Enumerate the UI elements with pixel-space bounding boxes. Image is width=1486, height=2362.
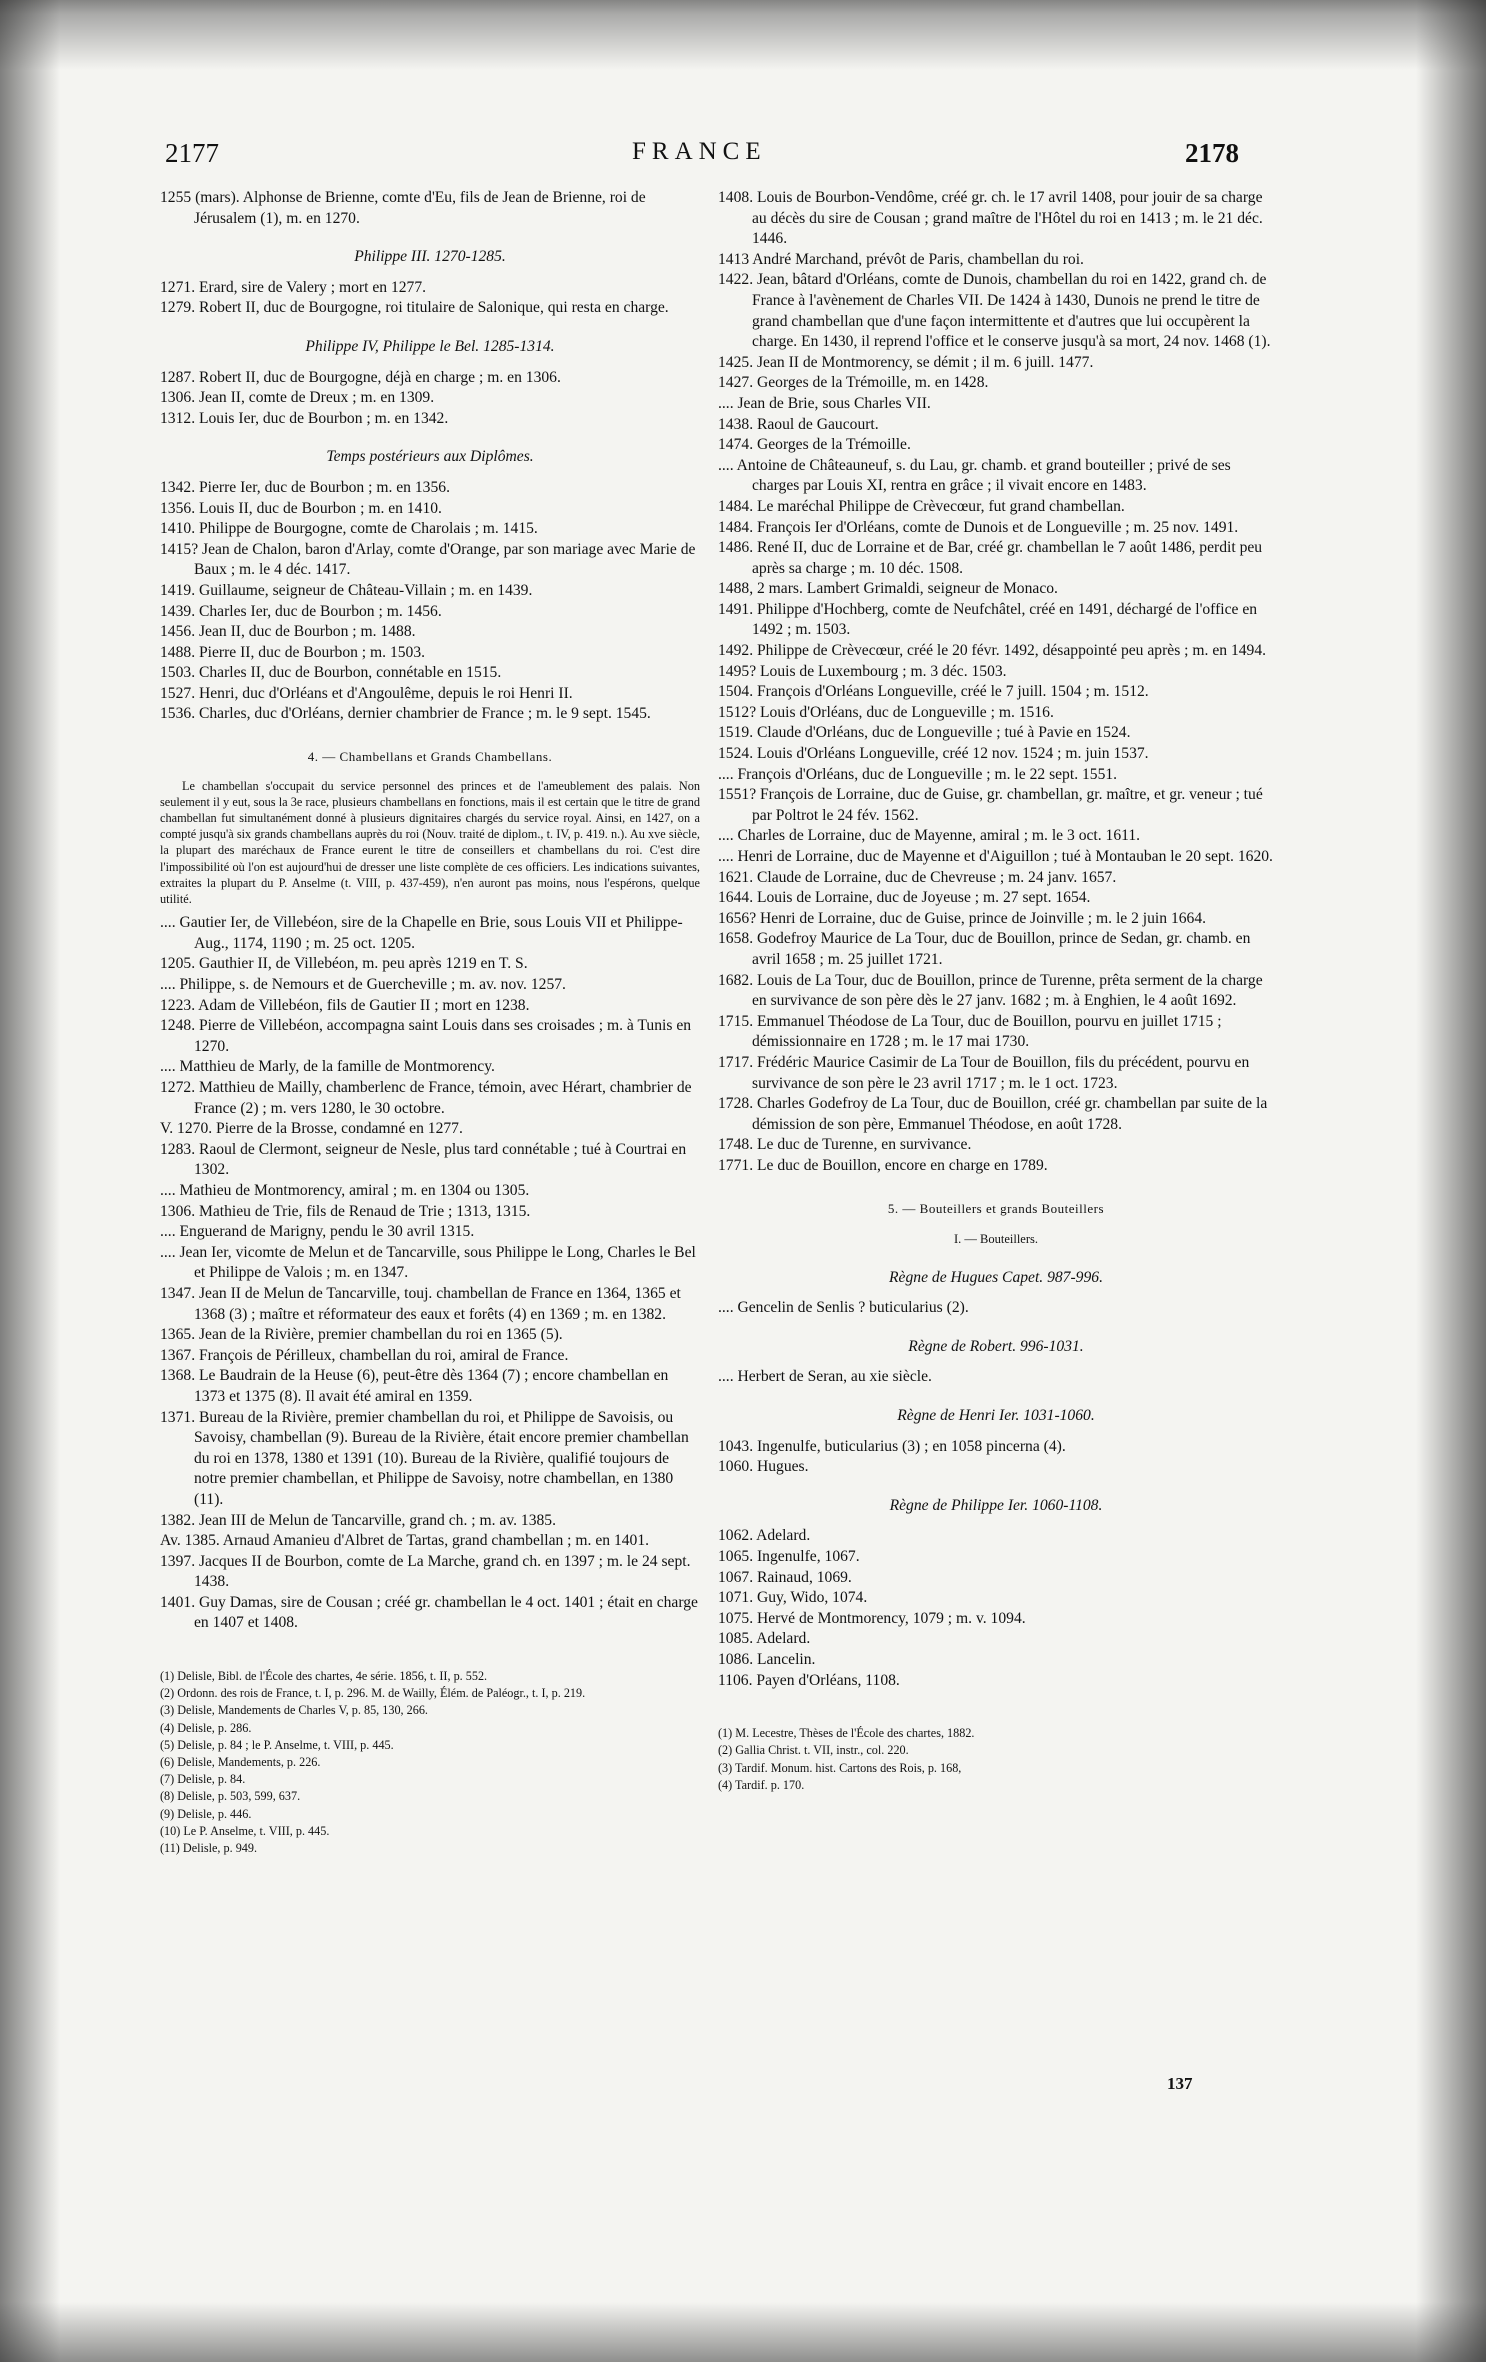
list-item: 1486. René II, duc de Lorraine et de Bar, créé gr. chambellan le 7 août 1486, perdit peu après sa charge ; m. 10 déc. 1508. — [718, 539, 1263, 577]
list-item: 1287. Robert II, duc de Bourgogne, déjà en charge ; m. en 1306. — [160, 368, 561, 386]
footnote: (9) Delisle, p. 446. — [160, 1806, 252, 1821]
list-item: 1488, 2 mars. Lambert Grimaldi, seigneur de Monaco. — [718, 580, 1058, 598]
list-item: 1382. Jean III de Melun de Tancarville, grand ch. ; m. av. 1385. — [160, 1511, 556, 1529]
entry-list — [718, 1298, 1274, 1319]
list-item: 1682. Louis de La Tour, duc de Bouillon, prince de Turenne, prêta serment de la charge en survivance de son père dès le 27 janv. 1682 ; m. à Enghien, le 4 août 1692. — [718, 971, 1263, 1010]
footnotes — [718, 1725, 1274, 1794]
list-item: 1439. Charles Ier, duc de Bourbon ; m. 1456. — [160, 602, 442, 620]
list-item: 1512? Louis d'Orléans, duc de Longueville ; m. 1516. — [718, 703, 1054, 721]
list-item: 1427. Georges de la Trémoille, m. en 1428. — [718, 374, 989, 392]
list-item: 1408. Louis de Bourbon-Vendôme, créé gr. ch. le 17 avril 1408, pour jouir de sa charge au décès du sire de Cousan ; grand maître de l'Hôtel du roi en 1413 ; m. le 21 déc. 1446. — [718, 189, 1263, 248]
entry-list — [718, 188, 1274, 1177]
list-item: 1106. Payen d'Orléans, 1108. — [718, 1671, 900, 1689]
list-item: 1283. Raoul de Clermont, seigneur de Nesle, plus tard connétable ; tué à Courtrai en 1302. — [160, 1140, 687, 1179]
footnote: (3) Delisle, Mandements de Charles V, p. 85, 130, 266. — [160, 1703, 428, 1718]
list-item: 1085. Adelard. — [718, 1630, 811, 1648]
list-item: .... Charles de Lorraine, duc de Mayenne, amiral ; m. le 3 oct. 1611. — [718, 827, 1141, 845]
list-item: 1067. Rainaud, 1069. — [718, 1568, 852, 1586]
list-item: 1410. Philippe de Bourgogne, comte de Charolais ; m. 1415. — [160, 520, 538, 538]
footnote: (7) Delisle, p. 84. — [160, 1772, 246, 1787]
list-item: 1524. Louis d'Orléans Longueville, créé 12 nov. 1524 ; m. juin 1537. — [718, 745, 1149, 763]
list-item: 1255 (mars). Alphonse de Brienne, comte d'Eu, fils de Jean de Brienne, roi de Jérusalem (1), m. en 1270. — [160, 189, 646, 227]
footnotes — [160, 1668, 700, 1857]
list-item: 1062. Adelard. — [718, 1527, 811, 1545]
scan-edge-bottom — [0, 2302, 1486, 2362]
footnote: (2) Gallia Christ. t. VII, instr., col. 220. — [718, 1743, 909, 1758]
list-item: .... Matthieu de Marly, de la famille de Montmorency. — [160, 1058, 495, 1076]
list-item: 1425. Jean II de Montmorency, se démit ; il m. 6 juill. 1477. — [718, 353, 1094, 371]
entry-list — [718, 1526, 1274, 1691]
list-item: .... Herbert de Seran, au xie siècle. — [718, 1368, 932, 1386]
entry-list — [160, 913, 700, 1634]
entry-list — [718, 1367, 1274, 1388]
list-item: 1060. Hugues. — [718, 1458, 809, 1476]
list-item: 1071. Guy, Wido, 1074. — [718, 1589, 868, 1607]
list-item: 1279. Robert II, duc de Bourgogne, roi titulaire de Salonique, qui resta en charge. — [160, 299, 669, 317]
footnote: (4) Tardif. p. 170. — [718, 1777, 805, 1792]
column-number-right: 2178 — [1185, 138, 1239, 168]
entry-list — [160, 368, 700, 430]
running-title: FRANCE — [632, 138, 767, 165]
list-item: .... François d'Orléans, duc de Longueville ; m. le 22 sept. 1551. — [718, 765, 1118, 783]
scan-edge-right — [1416, 0, 1486, 2362]
list-item: 1272. Matthieu de Mailly, chamberlenc de France, témoin, avec Hérart, chambrier de France (2) ; m. vers 1280, le 30 octobre. — [160, 1079, 692, 1117]
list-item: 1771. Le duc de Bouillon, encore en charge en 1789. — [718, 1156, 1048, 1174]
subsection-title: I. — Bouteillers. — [953, 1232, 1038, 1247]
column-number-left: 2177 — [165, 138, 219, 168]
section-title: 4. — Chambellans et Grands Chambellans. — [307, 749, 553, 765]
reign-heading: Philippe III. 1270-1285. — [354, 248, 506, 266]
list-item: 1644. Louis de Lorraine, duc de Joyeuse ; m. 27 sept. 1654. — [718, 889, 1091, 907]
scan-edge-left — [0, 0, 60, 2362]
list-item: V. 1270. Pierre de la Brosse, condamné en 1277. — [160, 1120, 463, 1138]
list-item: 1484. François Ier d'Orléans, comte de Dunois et de Longueville ; m. 25 nov. 1491. — [718, 518, 1239, 536]
list-item: .... Jean Ier, vicomte de Melun et de Tancarville, sous Philippe le Long, Charles le Bel et Philippe de Valois ; m. en 1347. — [160, 1243, 696, 1282]
list-item: 1205. Gauthier II, de Villebéon, m. peu après 1219 en T. S. — [160, 955, 528, 973]
list-item: 1086. Lancelin. — [718, 1651, 816, 1668]
list-item: 1342. Pierre Ier, duc de Bourbon ; m. en 1356. — [160, 478, 450, 496]
footnote: (5) Delisle, p. 84 ; le P. Anselme, t. VIII, p. 445. — [160, 1737, 394, 1752]
list-item: 1438. Raoul de Gaucourt. — [718, 415, 879, 433]
list-item: 1491. Philippe d'Hochberg, comte de Neufchâtel, créé en 1491, déchargé de l'office en 1492 ; m. 1503. — [718, 600, 1258, 639]
list-item: 1503. Charles II, duc de Bourbon, connétable en 1515. — [160, 664, 502, 682]
footnote: (8) Delisle, p. 503, 599, 637. — [160, 1789, 301, 1804]
reign-heading: Règne de Hugues Capet. 987-996. — [889, 1268, 1103, 1286]
intro-paragraph: Le chambellan s'occupait du service personnel des princes et de l'ameublement des palais. Non seulement il y eut, sous la 3e race, plusieurs chambellans en fonctions, mais il est certain que le titre de grand chambellan fut simultanément donné à plusieurs dignitaires chargés du service royal. Ainsi, en 1427, on a compté jusqu'à six grands chambellans auprès du roi (Nouv. traité de diplom., t. IV, p. 419. n.). Au xve siècle, la plupart des maréchaux de France eurent le titre de conseillers et chambellans du roi. C'est dire l'impossibilité où l'on est aujourd'hui de dresser une liste complète de ces officiers. Les indications suivantes, extraites la plupart du P. Anselme (t. VIII, p. 437-459), n'en auront pas moins, nous l'espérons, quelque utilité. — [160, 778, 700, 907]
list-item: .... Philippe, s. de Nemours et de Guercheville ; m. av. nov. 1257. — [160, 976, 566, 994]
entry-list — [718, 1437, 1274, 1478]
list-item: 1551? François de Lorraine, duc de Guise, gr. chambellan, gr. maître, et gr. veneur ; tué par Poltrot le 24 fév. 1562. — [718, 786, 1263, 824]
reign-heading: Règne de Henri Ier. 1031-1060. — [897, 1407, 1095, 1425]
list-item: 1367. François de Périlleux, chambellan du roi, amiral de France. — [160, 1346, 569, 1364]
scan-edge-top — [0, 0, 1486, 70]
list-item: 1365. Jean de la Rivière, premier chambellan du roi en 1365 (5). — [160, 1326, 563, 1344]
footnote: (6) Delisle, Mandements, p. 226. — [160, 1755, 321, 1770]
list-item: 1422. Jean, bâtard d'Orléans, comte de Dunois, chambellan du roi en 1422, grand ch. de France à l'avènement de Charles VII. De 1424 à 1430, Dunois ne prend le titre de grand chambellan que d'une façon intermittente et d'autres que lui occupèrent la charge. En 1430, il reprend l'office et le conserve jusqu'à sa mort, 24 nov. 1468 (1). — [718, 271, 1271, 351]
list-item: 1415? Jean de Chalon, baron d'Arlay, comte d'Orange, par son mariage avec Marie de Baux ; m. le 4 déc. 1417. — [160, 540, 696, 579]
list-item: 1356. Louis II, duc de Bourbon ; m. en 1410. — [160, 499, 442, 517]
page-number: 137 — [1167, 2074, 1193, 2093]
list-item: 1656? Henri de Lorraine, duc de Guise, prince de Joinville ; m. le 2 juin 1664. — [718, 909, 1207, 927]
list-item: 1065. Ingenulfe, 1067. — [718, 1548, 860, 1566]
list-item: .... Enguerand de Marigny, pendu le 30 avril 1315. — [160, 1223, 475, 1241]
list-item: 1519. Claude d'Orléans, duc de Longueville ; tué à Pavie en 1524. — [718, 724, 1131, 742]
list-item: 1715. Emmanuel Théodose de La Tour, duc de Bouillon, pourvu en juillet 1715 ; démissionnaire en 1728 ; m. le 17 mai 1730. — [718, 1012, 1222, 1051]
list-item: .... Gautier Ier, de Villebéon, sire de la Chapelle en Brie, sous Louis VII et Philippe-Aug., 1174, 1190 ; m. 25 oct. 1205. — [160, 914, 683, 952]
entry-list — [160, 478, 700, 725]
list-item: 1536. Charles, duc d'Orléans, dernier chambrier de France ; m. le 9 sept. 1545. — [160, 705, 651, 723]
list-item: .... Antoine de Châteauneuf, s. du Lau, gr. chamb. et grand bouteiller ; privé de ses charges par Louis XI, rentra en grâce ; il vivait encore en 1483. — [718, 456, 1231, 495]
list-item: .... Jean de Brie, sous Charles VII. — [718, 394, 931, 412]
list-item: 1717. Frédéric Maurice Casimir de La Tour de Bouillon, fils du précédent, pourvu en survivance de son père le 23 avril 1717 ; m. le 1 oct. 1723. — [718, 1053, 1250, 1092]
list-item: 1312. Louis Ier, duc de Bourbon ; m. en 1342. — [160, 409, 449, 427]
footnote: (1) Delisle, Bibl. de l'École des chartes, 4e série. 1856, t. II, p. 552. — [160, 1669, 488, 1684]
footnote: (2) Ordonn. des rois de France, t. I, p. 296. M. de Wailly, Élém. de Paléogr., t. I, p. 219. — [160, 1686, 586, 1701]
list-item: 1043. Ingenulfe, buticularius (3) ; en 1058 pincerna (4). — [718, 1437, 1066, 1455]
list-item: .... Mathieu de Montmorency, amiral ; m. en 1304 ou 1305. — [160, 1182, 530, 1199]
list-item: 1248. Pierre de Villebéon, accompagna saint Louis dans ses croisades ; m. à Tunis en 1270. — [160, 1017, 692, 1055]
footnote: (3) Tardif. Monum. hist. Cartons des Rois, p. 168, — [718, 1760, 962, 1775]
list-item: 1492. Philippe de Crèvecœur, créé le 20 févr. 1492, désappointé peu après ; m. en 1494. — [718, 642, 1267, 660]
list-item: 1306. Mathieu de Trie, fils de Renaud de Trie ; 1313, 1315. — [160, 1202, 531, 1220]
list-item: 1658. Godefroy Maurice de La Tour, duc de Bouillon, prince de Sedan, gr. chamb. en avril 1658 ; m. 25 juillet 1721. — [718, 930, 1251, 968]
entry-list — [160, 278, 700, 319]
footnote: (10) Le P. Anselme, t. VIII, p. 445. — [160, 1823, 330, 1838]
list-item: 1748. Le duc de Turenne, en survivance. — [718, 1136, 972, 1154]
list-item: 1527. Henri, duc d'Orléans et d'Angoulême, depuis le roi Henri II. — [160, 684, 573, 702]
section-title: 5. — Bouteillers et grands Bouteillers — [887, 1200, 1105, 1216]
reign-heading: Philippe IV, Philippe le Bel. 1285-1314. — [305, 337, 555, 355]
reign-heading: Règne de Robert. 996-1031. — [908, 1337, 1084, 1355]
list-item: .... Henri de Lorraine, duc de Mayenne et d'Aiguillon ; tué à Montauban le 20 sept. 1620. — [718, 848, 1273, 865]
list-item: Av. 1385. Arnaud Amanieu d'Albret de Tartas, grand chambellan ; m. en 1401. — [160, 1532, 650, 1550]
list-item: .... Gencelin de Senlis ? buticularius (2). — [718, 1299, 969, 1317]
list-item: 1401. Guy Damas, sire de Cousan ; créé gr. chambellan le 4 oct. 1401 ; était en charge en 1407 et 1408. — [160, 1593, 698, 1632]
right-column — [718, 188, 1274, 1794]
list-item: 1413 André Marchand, prévôt de Paris, chambellan du roi. — [718, 250, 1084, 268]
list-item: 1728. Charles Godefroy de La Tour, duc de Bouillon, créé gr. chambellan par suite de la démission de son père, Emmanuel Théodose, en août 1728. — [718, 1095, 1268, 1133]
list-item: 1484. Le maréchal Philippe de Crèvecœur, fut grand chambellan. — [718, 497, 1125, 515]
list-item: 1223. Adam de Villebéon, fils de Gautier II ; mort en 1238. — [160, 996, 530, 1014]
list-item: 1488. Pierre II, duc de Bourbon ; m. 1503. — [160, 643, 426, 661]
list-item: 1621. Claude de Lorraine, duc de Chevreuse ; m. 24 janv. 1657. — [718, 868, 1117, 886]
list-item: 1474. Georges de la Trémoille. — [718, 436, 911, 454]
list-item: 1368. Le Baudrain de la Heuse (6), peut-être dès 1364 (7) ; encore chambellan en 1373 et 1375 (8). Il avait été amiral en 1359. — [160, 1367, 669, 1405]
list-item: 1495? Louis de Luxembourg ; m. 3 déc. 1503. — [718, 662, 1007, 680]
footnote: (11) Delisle, p. 949. — [160, 1841, 258, 1856]
entry-list — [160, 188, 700, 229]
list-item: 1075. Hervé de Montmorency, 1079 ; m. v. 1094. — [718, 1609, 1026, 1627]
left-column — [160, 188, 700, 1857]
reign-heading: Règne de Philippe Ier. 1060-1108. — [889, 1496, 1103, 1514]
list-item: 1347. Jean II de Melun de Tancarville, touj. chambellan de France en 1364, 1365 et 1368 (3) ; maître et réformateur des eaux et forêts (4) en 1369 ; m. en 1382. — [160, 1284, 681, 1323]
footnote: (1) M. Lecestre, Thèses de l'École des chartes, 1882. — [718, 1726, 975, 1741]
list-item: 1456. Jean II, duc de Bourbon ; m. 1488. — [160, 623, 416, 641]
list-item: 1504. François d'Orléans Longueville, créé le 7 juill. 1504 ; m. 1512. — [718, 683, 1149, 701]
reign-heading: Temps postérieurs aux Diplômes. — [326, 448, 534, 466]
list-item: 1371. Bureau de la Rivière, premier chambellan du roi, et Philippe de Savoisis, ou Savoisy, chambellan (9). Bureau de la Rivière, était encore premier chambellan du roi en 1378, 1380 et 1391 (10). Bureau de la Rivière, qualifié toujours de notre premier chambellan, et Philippe de Savoisy, notre chambellan, en 1380 (11). — [160, 1408, 689, 1508]
list-item: 1271. Erard, sire de Valery ; mort en 1277. — [160, 278, 427, 296]
list-item: 1306. Jean II, comte de Dreux ; m. en 1309. — [160, 389, 435, 407]
footnote: (4) Delisle, p. 286. — [160, 1720, 252, 1735]
list-item: 1397. Jacques II de Bourbon, comte de La Marche, grand ch. en 1397 ; m. le 24 sept. 1438. — [160, 1552, 691, 1591]
list-item: 1419. Guillaume, seigneur de Château-Villain ; m. en 1439. — [160, 581, 533, 599]
